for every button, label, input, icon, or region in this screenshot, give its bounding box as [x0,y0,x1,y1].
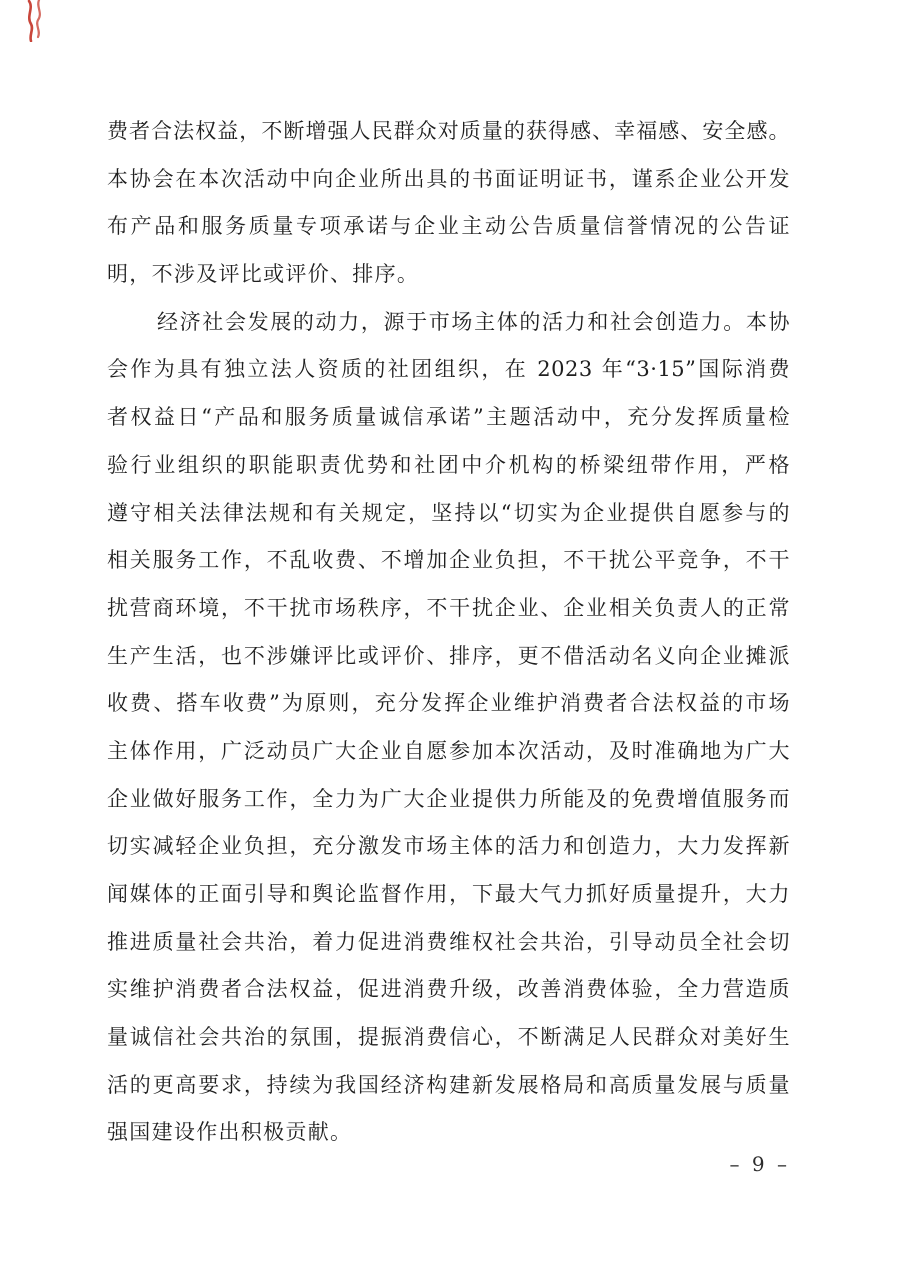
text-line: 主体作用，广泛动员广大企业自愿参加本次活动，及时准确地为广大 [107,738,790,763]
text-line: 切实减轻企业负担，充分激发市场主体的活力和创造力，大力发挥新 [107,834,790,859]
page-number: – 9 – [729,1152,790,1176]
body-text [107,108,790,1157]
text-line: 企业做好服务工作，全力为广大企业提供力所能及的免费增值服务而 [107,786,790,811]
text-line: 闻媒体的正面引导和舆论监督作用，下最大气力抓好质量提升，大力 [107,882,790,906]
red-seal-fragment-icon [22,0,48,42]
text-line: 相关服务工作，不乱收费、不增加企业负担，不干扰公平竞争，不干 [107,548,790,573]
text-line: 经济社会发展的动力，源于市场主体的活力和社会创造力。本协 [157,309,790,334]
text-line: 验行业组织的职能职责优势和社团中介机构的桥梁纽带作用，严格 [107,452,790,477]
text-line: 量诚信社会共治的氛围，提振消费信心，不断满足人民群众对美好生 [107,1025,790,1050]
text-line: 费者合法权益，不断增强人民群众对质量的获得感、幸福感、安全感。 [107,119,790,143]
text-line: 者权益日“产品和服务质量诚信承诺”主题活动中，充分发挥质量检 [107,405,790,430]
text-line: 收费、搭车收费”为原则，充分发挥企业维护消费者合法权益的市场 [107,691,790,716]
text-line: 遵守相关法律法规和有关规定，坚持以“切实为企业提供自愿参与的 [107,500,790,525]
text-line: 本协会在本次活动中向企业所出具的书面证明证书，谨系企业公开发 [107,166,790,191]
text-line: 活的更高要求，持续为我国经济构建新发展格局和高质量发展与质量 [107,1072,790,1097]
text-line: 布产品和服务质量专项承诺与企业主动公告质量信誉情况的公告证 [107,214,790,239]
text-line: 生产生活，也不涉嫌评比或评价、排序，更不借活动名义向企业摊派 [107,643,790,668]
text-line: 扰营商环境，不干扰市场秩序，不干扰企业、企业相关负责人的正常 [107,595,790,620]
text-line: 推进质量社会共治，着力促进消费维权社会共治，引导动员全社会切 [107,929,790,954]
text-line: 会作为具有独立法人资质的社团组织，在 2023 年“3·15”国际消费 [107,357,790,382]
text-line: 明，不涉及评比或评价、排序。 [107,262,420,287]
text-line: 实维护消费者合法权益，促进消费升级，改善消费体验，全力营造质 [107,977,790,1002]
text-line: 强国建设作出积极贡献。 [107,1120,353,1145]
